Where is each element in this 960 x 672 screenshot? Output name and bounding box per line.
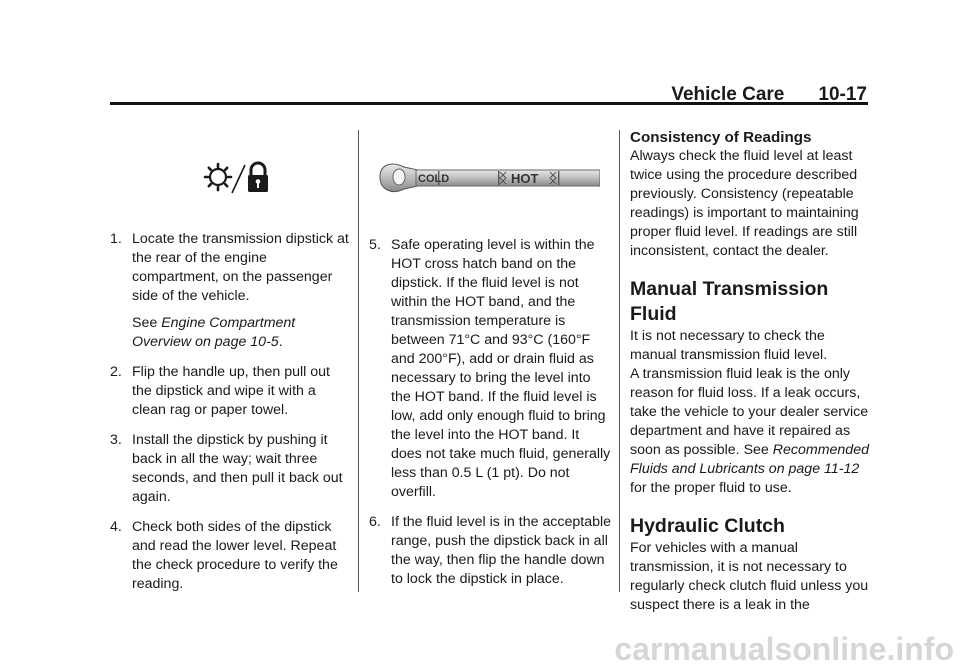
step-text: Install the dipstick by pushing it back in all the way; wait three seconds, and then pull it back out again. [132,432,343,505]
cross-reference: See Engine Compartment Overview on page 10-5. [132,315,296,350]
hot-label: HOT [511,171,539,186]
manual-transmission-heading: Manual Transmission Fluid [630,278,829,325]
consistency-heading: Consistency of Readings [630,129,812,146]
step-1: 1. Locate the transmission dipstick at the rear of the engine compartment, on the passenger side of the vehicle. See Engine Compartment Overview on page 10-5. [110,230,352,352]
step-6: 6. If the fluid level is in the acceptable range, push the dipstick back in all the way, then flip the handle down to lock the dipstick in place. [369,514,612,587]
hydraulic-clutch-heading: Hydraulic Clutch [630,515,785,537]
section-title: Vehicle Care [671,84,785,105]
cold-label: COLD [418,173,450,185]
left-column [110,230,352,605]
step-4: 4. Check both sides of the dipstick and read the lower level. Repeat the check procedure to verify the reading. [110,518,352,594]
manual-text-2: A transmission fluid leak is the only reason for fluid loss. If a leak occurs, take the vehicle to your dealer service department and have it repaired as soon as possible. See Recommended Fluids and Lubricants on page 11-12 for the proper fluid to use. [630,366,869,496]
header-rule [110,102,868,105]
step-text: If the fluid level is in the acceptable range, push the dipstick back in all the way, then flip the handle down to lock the dipstick in place. [391,514,612,587]
page-number: 10-17 [818,84,867,105]
step-5: 5. Safe operating level is within the HOT cross hatch band on the dipstick. If the fluid level is not within the HOT band, and the transmission temperature is between 71°C and 93°C (160°F and 200°F), add or drain fluid as necessary to bring the level into the HOT band. If the fluid level is low, add only enough fluid to bring the level into the HOT band. It does not take much fluid, generally less than 0.5 L (1 pt). Do not overfill. [369,236,613,502]
step-text: Locate the transmission dipstick at the rear of the engine compartment, on the passenger side of the vehicle. [132,231,349,304]
step-text: Check both sides of the dipstick and read the lower level. Repeat the check procedure to verify the reading. [132,519,338,592]
dipstick-illustration [378,158,600,196]
column-divider-left [358,130,359,592]
clutch-text: For vehicles with a manual transmission, it is not necessary to regularly check clutch fluid unless you suspect there is a leak in the [630,540,869,613]
step-2: 2. Flip the handle up, then pull out the dipstick and wipe it with a clean rag or paper towel. [110,363,352,420]
middle-column [369,236,613,600]
right-column [630,128,870,615]
manual-text-1: It is not necessary to check the manual transmission fluid level. [630,328,828,363]
transmission-symbols [201,160,271,196]
gear-warning-icon [201,160,271,196]
column-divider-right [619,130,620,592]
step-3: 3. Install the dipstick by pushing it back in all the way; wait three seconds, and then pull it back out again. [110,431,352,507]
watermark: carmanualsonline.info [614,631,954,667]
lock-icon [248,163,268,192]
step-text: Safe operating level is within the HOT cross hatch band on the dipstick. If the fluid level is not within the HOT band, and the transmission temperature is between 71°C and 93°C (160°F and 200°F), add or drain fluid as necessary to bring the level into the HOT band. If the fluid level is low, add only enough fluid to bring the level into the HOT band. It does not take much fluid, generally less than 0.5 L (1 pt). Do not overfill. [391,237,611,500]
step-text: Flip the handle up, then pull out the dipstick and wipe it with a clean rag or paper towel. [132,364,330,418]
consistency-text: Always check the fluid level at least twice using the procedure described previously. Consistency (repeatable readings) is important to maintaining proper fluid level. If readings are still inconsistent, contact the dealer. [630,148,859,259]
